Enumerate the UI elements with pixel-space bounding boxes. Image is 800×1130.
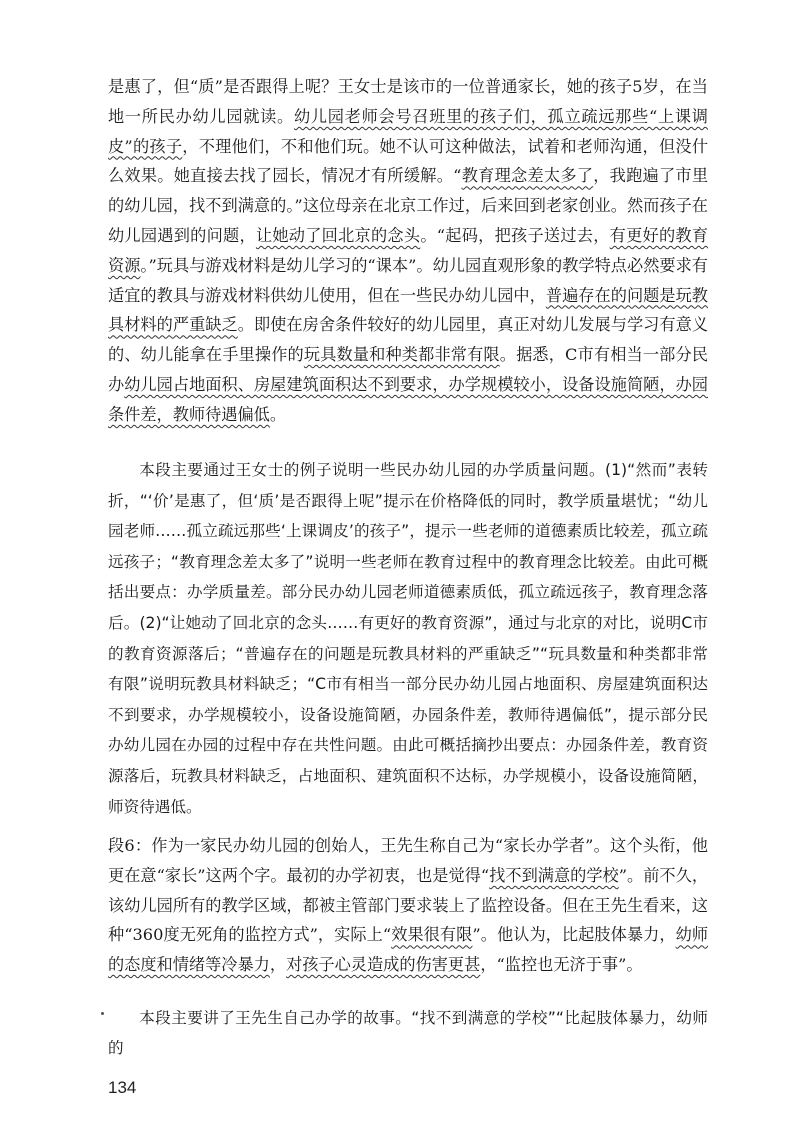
text-run: 。“起码，把孩子送过去， [420,225,610,245]
source-paragraph-5 [108,72,708,430]
underlined-phrase: 玩具数量和种类都非常有限 [303,345,500,365]
text-run: ， [269,955,287,975]
source-paragraph-6 [108,831,708,980]
text-run: 。”玩具与游戏材料是幼儿学习的“课本”。幼儿园直观形象的教学特点必然要求有适宜的教具与游戏材料供幼儿使用，但在一些民办幼儿园中， [108,255,708,305]
text-run: 。据悉，C市有相当一部分民办 [108,345,709,394]
analysis-paragraph-continued: 本段主要讲了王先生自己办学的故事。“找不到满意的学校”“比起肢体暴力，幼师的 [108,1009,708,1057]
text-run: ，“监控也无济于事”。 [480,955,643,975]
text-run: ，我跑遍了市里的幼儿园，找不到满意的。”这位母亲在北京工作过，后来回到老家创业。然而孩子在幼儿园遇到的问题， [108,166,709,245]
text-run: ”。前不久，该幼儿园所有的教学区域，都被主管部门要求装上了监控设备。但在王先生看来，这种“360度无死角的监控方式”，实际上“ [108,865,709,945]
page-number: 134 [108,1078,137,1097]
underlined-phrase: 幼儿园老师会号召班里的孩子们，孤立疏远那些“上课调皮”的孩子 [108,106,708,156]
underlined-phrase: 效果很有限 [391,925,473,945]
underlined-phrase: 教育理念差太多了 [461,166,594,186]
underlined-phrase: 让她动了回北京的念头 [255,225,421,245]
text-run: ”。他认为，比起肢体暴力， [472,925,676,945]
stray-mark [101,1012,104,1015]
text-run: 是惠了，但“质”是否跟得上呢？ [108,77,338,96]
underlined-phrase: 幼师的态度和情绪等冷暴力 [108,925,709,975]
underlined-phrase: 有更好的教育资源 [108,225,709,275]
text-run: 王女士是该市的一位普通家长，她的孩子5岁，在当地一所民办幼儿园就读。 [108,77,708,126]
text-run: 。 [269,404,287,424]
underlined-phrase: 幼儿园占地面积、房屋建筑面积达不到要求，办学规模较小，设备设施简陋，办园条件差，教师待遇偏低 [108,374,708,424]
underlined-phrase: 找不到满意的学校 [489,865,619,885]
analysis-paragraph: 本段主要通过王女士的例子说明一些民办幼儿园的办学质量问题。(1)“然而”表转折，“‘价’是惠了，但‘质’是否跟得上呢”提示在价格降低的同时，教学质量堪忧；“幼儿园老师……孤立疏远那些‘上课调皮’的孩子”，提示一些老师的道德素质比较差，孤立疏远孩子；“教育理念差太多了”说明一些老师在教育过程中的教育理念比较差。由此可概括出要点：办学质量差。部分民办幼儿园老师道德素质低，孤立疏远孩子，教育理念落后。(2)“让她动了回北京的念头……有更好的教育资源”，通过与北京的对比，说明C市的教育资源落后；“普遍存在的问题是玩教具材料的严重缺乏”“玩具数量和种类都非常有限”说明玩教具材料缺乏；“C市有相当一部分民办幼儿园占地面积、房屋建筑面积达不到要求，办学规模较小，设备设施简陋，办园条件差，教师待遇偏低”，提示部分民办幼儿园在办园的过程中存在共性问题。由此可概括摘抄出要点：办园条件差，教育资源落后，玩教具材料缺乏，占地面积、建筑面积不达标，办学规模小，设备设施简陋，师资待遇低。 [108,461,708,816]
underlined-phrase: 对孩子心灵造成的伤害更甚 [286,955,481,975]
text-run: 。即使在房舍条件较好的幼儿园里，真正对幼儿发展与学习有意义的、幼儿能拿在手里操作的 [108,315,709,365]
text-run: ，不理他们，不和他们玩。她不认可这种做法，试着和老师沟通，但没什么效果。她直接去找了园长，情况才有所缓解。“ [108,136,709,186]
underlined-phrase: 普遍存在的问题是玩教具材料的严重缺乏 [108,285,708,335]
text-run: 段6：作为一家民办幼儿园的创始人，王先生称自己为“家长办学者”。这个头衔，他更在意“家长”这两个字。最初的办学初衷，也是觉得“ [108,836,708,885]
